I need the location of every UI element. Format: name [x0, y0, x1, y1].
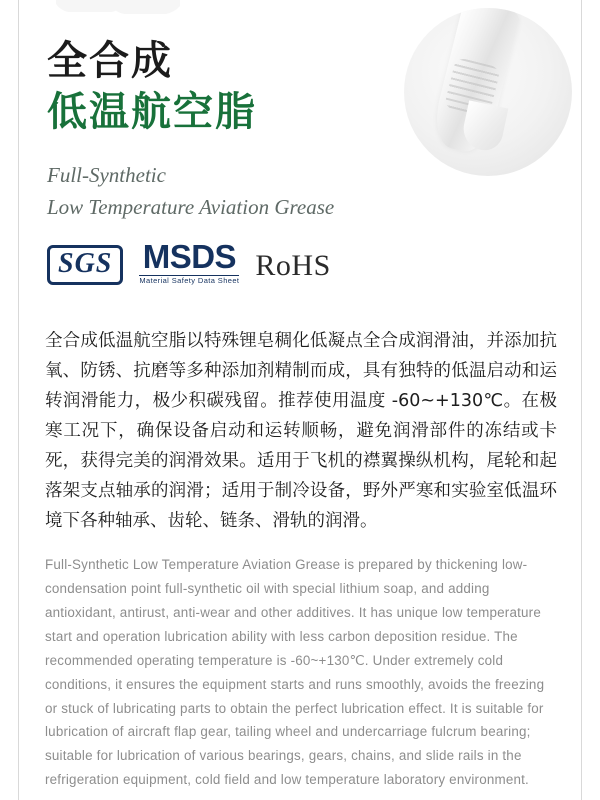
page-subtitle-en [47, 160, 334, 223]
msds-logo-text: MSDS [142, 238, 237, 275]
sgs-logo: SGS [47, 245, 123, 285]
product-photo [404, 8, 572, 176]
msds-logo-subtitle: Material Safety Data Sheet [139, 276, 240, 285]
msds-logo [139, 240, 239, 285]
gear-watermark-icon [46, 0, 186, 34]
page-title-cn-line1: 全合成 [47, 38, 173, 84]
page-title-cn-line2: 低温航空脂 [47, 89, 257, 135]
certification-logos [47, 240, 331, 285]
left-margin-rule [18, 0, 19, 800]
rohs-logo: RoHS [255, 248, 331, 282]
title-block [47, 38, 334, 223]
right-margin-rule [581, 0, 582, 800]
description-chinese: 全合成低温航空脂以特殊锂皂稠化低凝点全合成润滑油，并添加抗氧、防锈、抗磨等多种添加剂精制而成，具有独特的低温启动和运转润滑能力，极少积碳残留。推荐使用温度 -60~+130℃。在极寒工况下，确保设备启动和运转顺畅，避免润滑部件的冻结或卡死，获得完美的润滑效果。适用于飞机的襟翼操纵机构，尾轮和起落架支点轴承的润滑；适用于制冷设备，野外严寒和实验室低温环境下各种轴承、齿轮、链条、滑轨的润滑。 [45, 330, 557, 532]
description-english: Full-Synthetic Low Temperature Aviation Grease is prepared by thickening low-condensation point full-synthetic oil with special lithium soap, and adding antioxidant, antirust, anti-wear and other additives. It has unique low temperature start and operation lubrication ability with less carbon deposition residue. The recommended operating temperature is -60~+130℃. Under extremely cold conditions, it ensures the equipment starts and runs smoothly, avoids the freezing or stuck of lubricating parts to obtain the perfect lubrication effect. It is suitable for lubrication of aircraft flap gear, tailing wheel and undercarriage fulcrum bearing; suitable for lubrication of various bearings, gears, chains, and slide rails in the refrigeration equipment, cold field and low temperature laboratory environment. [45, 557, 545, 788]
page-subtitle-en-line2: Low Temperature Aviation Grease [47, 194, 335, 219]
page-subtitle-en-line1: Full-Synthetic [47, 163, 166, 187]
